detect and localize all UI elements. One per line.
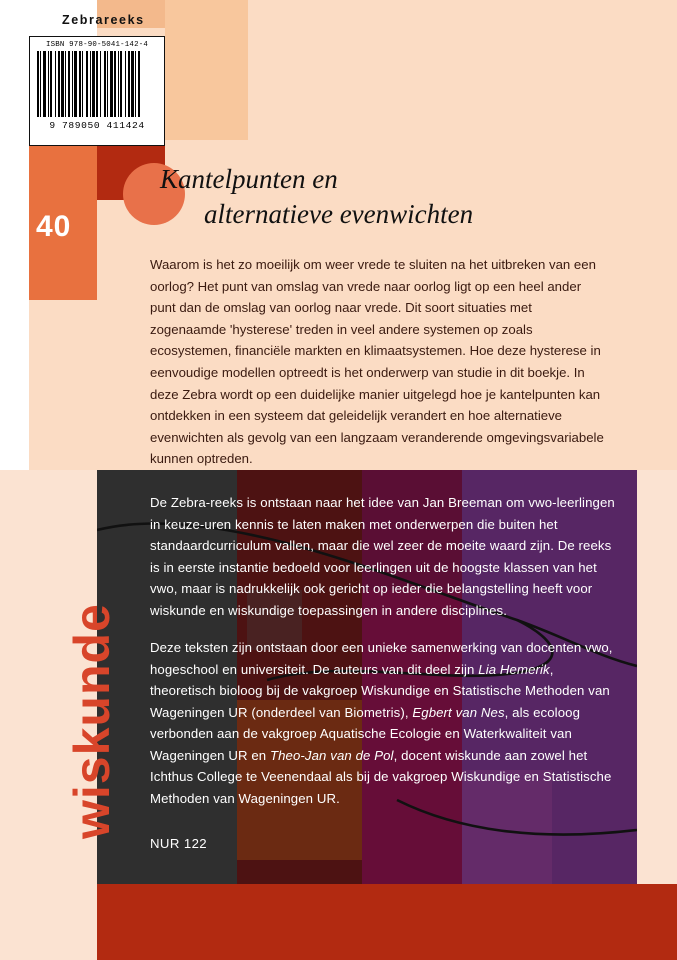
- ean-digits: 9 789050 411424: [49, 120, 145, 131]
- panel-body-text: [150, 492, 620, 825]
- isbn-text: ISBN 978-90-5041-142-4: [46, 41, 148, 49]
- bottom-red-bar: [97, 884, 677, 960]
- back-cover-blurb: Waarom is het zo moeilijk om weer vrede te sluiten na het uitbreken van een oorlog? Het punt van omslag van vrede naar oorlog ligt op een heel ander punt dan de omslag van oorlog naar vrede. Dit soort situaties met zogenaamde 'hysterese' treden in veel andere systemen op zoals ecosystemen, financiële markten en klimaatsystemen. Hoe deze hysterese in eenvoudige modellen optreedt is het onderwerp van studie in dit boekje. In deze Zebra wordt op een duidelijke manier uitgelegd hoe je kantelpunten kan ontdekken in een systeem dat geleidelijk verandert en hoe alternatieve evenwichten als gevolg van een langzaam veranderende omgevingsvariabele kunnen optreden.: [150, 257, 604, 467]
- panel-paragraph-1: De Zebra-reeks is ontstaan naar het idee van Jan Breeman om vwo-leerlingen in keuze-uren kennis te laten maken met onderwerpen die buiten het standaardcurriculum vallen, maar die wel zeer de moeite waard zijn. De reeks is in eerste instantie bedoeld voor leerlingen uit de hoogste klassen van het vwo, maar is nadrukkelijk ook gericht op ieder die belangstelling heeft voor wiskunde en wiskundige toepassingen in andere disciplines.: [150, 495, 615, 618]
- panel-p2-part-d: , docent wiskunde aan zowel het Ichthus College te Veenendaal als bij de vakgroep Wiskundige en Statistische Methoden van Wageningen UR.: [150, 747, 612, 806]
- left-white-margin: [0, 0, 29, 470]
- series-label: Zebrareeks: [62, 13, 145, 27]
- author-name-3: Theo-Jan van de Pol: [269, 747, 394, 763]
- lower-right-salmon-band: [637, 470, 677, 884]
- panel-p2-part-b: , theoretisch bioloog bij de vakgroep Wiskundige en Statistische Methoden van Wageningen UR (onderdeel van Biometris),: [150, 661, 610, 720]
- vertical-subject-word: wiskunde: [64, 603, 120, 839]
- author-name-1: Lia Hemerik: [478, 661, 550, 677]
- title-line-2: alternatieve evenwichten: [204, 199, 474, 229]
- panel-p2-part-a: Deze teksten zijn ontstaan door een unieke samenwerking van docenten vwo, hogeschool en universiteit. De auteurs van dit deel zijn: [150, 640, 613, 677]
- author-name-2: Egbert van Nes: [412, 704, 505, 720]
- light-peach-square: [165, 0, 248, 140]
- series-number: 40: [36, 210, 72, 243]
- title-line-1: Kantelpunten en: [160, 164, 338, 194]
- panel-p2-part-c: , als ecoloog verbonden aan de vakgroep Aquatische Ecologie en Waterkwaliteit van Wageningen UR en: [150, 704, 581, 763]
- panel-paragraph-2: [150, 637, 620, 809]
- barcode: [29, 36, 165, 146]
- page-title: [160, 162, 620, 232]
- barcode-bars: [37, 51, 157, 117]
- nur-code: NUR 122: [150, 836, 208, 851]
